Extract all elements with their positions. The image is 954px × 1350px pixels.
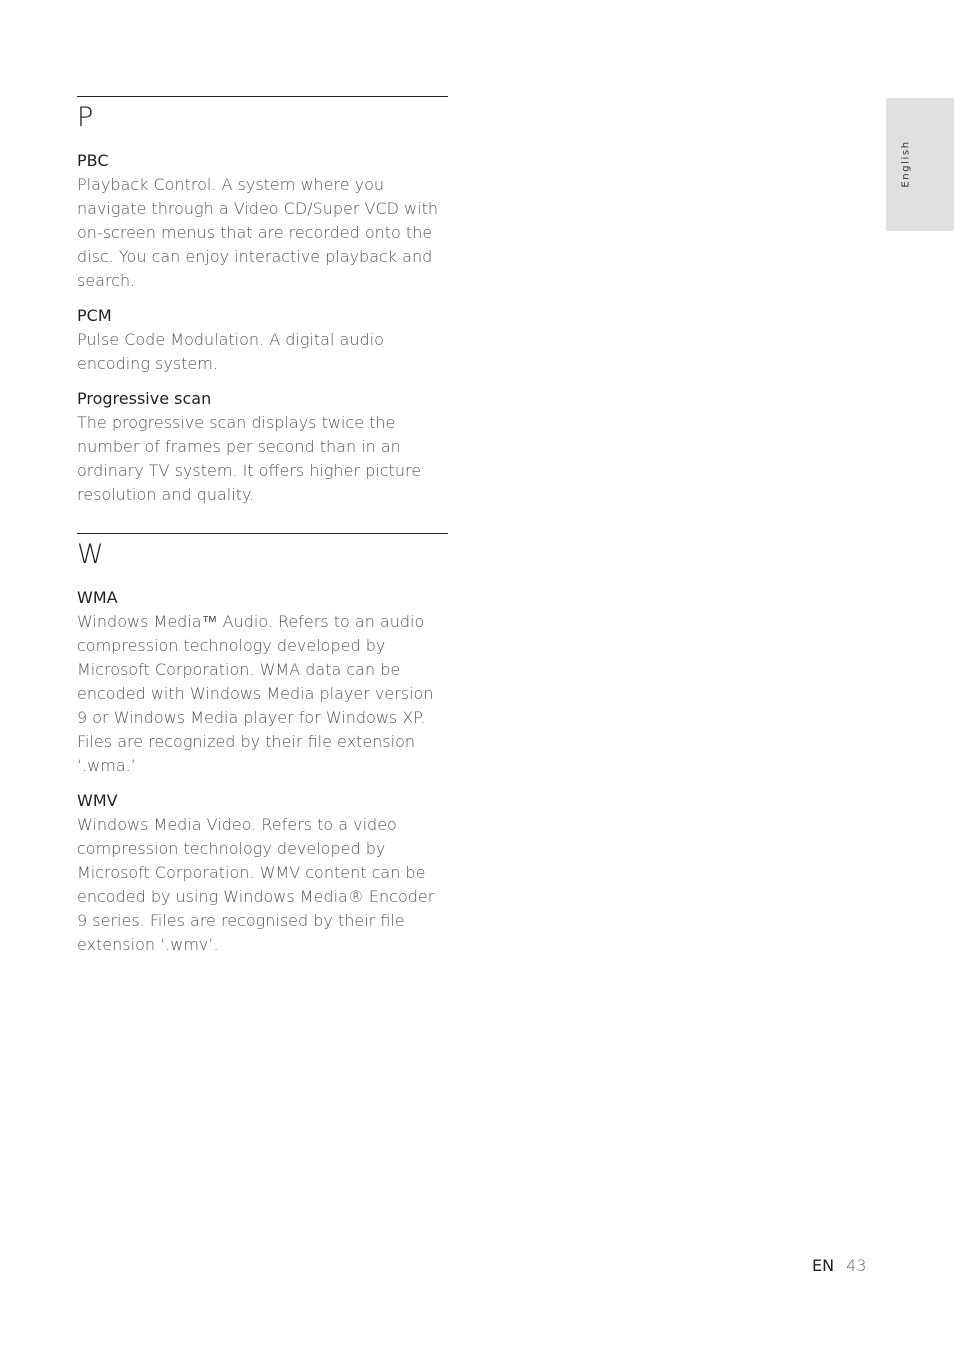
glossary-definition: The progressive scan displays twice the number of frames per second than in an ordinary TV system. It offers higher picture resolution and quality. [77,413,422,504]
glossary-definition: Pulse Code Modulation. A digital audio encoding system. [77,330,384,373]
glossary-entry-wma [77,586,448,778]
glossary-definition: Playback Control. A system where you navigate through a Video CD/Super VCD with on-screen menus that are recorded onto the disc. You can enjoy interactive playback and search. [77,175,438,290]
glossary-definition: Windows Media™ Audio. Refers to an audio compression technology developed by Microsoft Corporation. WMA data can be encoded with Windows Media player version 9 or Windows Media player for Windows XP. Files are recognized by their file extension ‘.wma.’ [77,612,434,775]
glossary-section-p [77,96,448,507]
page-footer [812,1255,866,1277]
section-letter: W [77,539,104,570]
glossary-entry-pbc [77,149,448,293]
glossary-entry-progressive-scan [77,387,448,507]
footer-language-code: EN [812,1256,835,1275]
glossary-term: WMV [77,791,118,810]
page-number: 43 [846,1256,867,1275]
language-tab [886,98,954,231]
glossary-term: PCM [77,306,112,325]
glossary-term: WMA [77,588,118,607]
glossary-entry-wmv [77,789,448,957]
glossary-term: Progressive scan [77,389,212,408]
glossary-column [77,96,448,968]
section-letter: P [77,102,94,133]
glossary-term: PBC [77,151,109,170]
glossary-section-w [77,533,448,957]
glossary-entry-pcm [77,304,448,376]
glossary-definition: Windows Media Video. Refers to a video compression technology developed by Microsoft Corporation. WMV content can be encoded by using Windows Media® Encoder 9 series. Files are recognised by their file extension ‘.wmv’. [77,815,435,954]
language-tab-label: English [900,140,912,188]
